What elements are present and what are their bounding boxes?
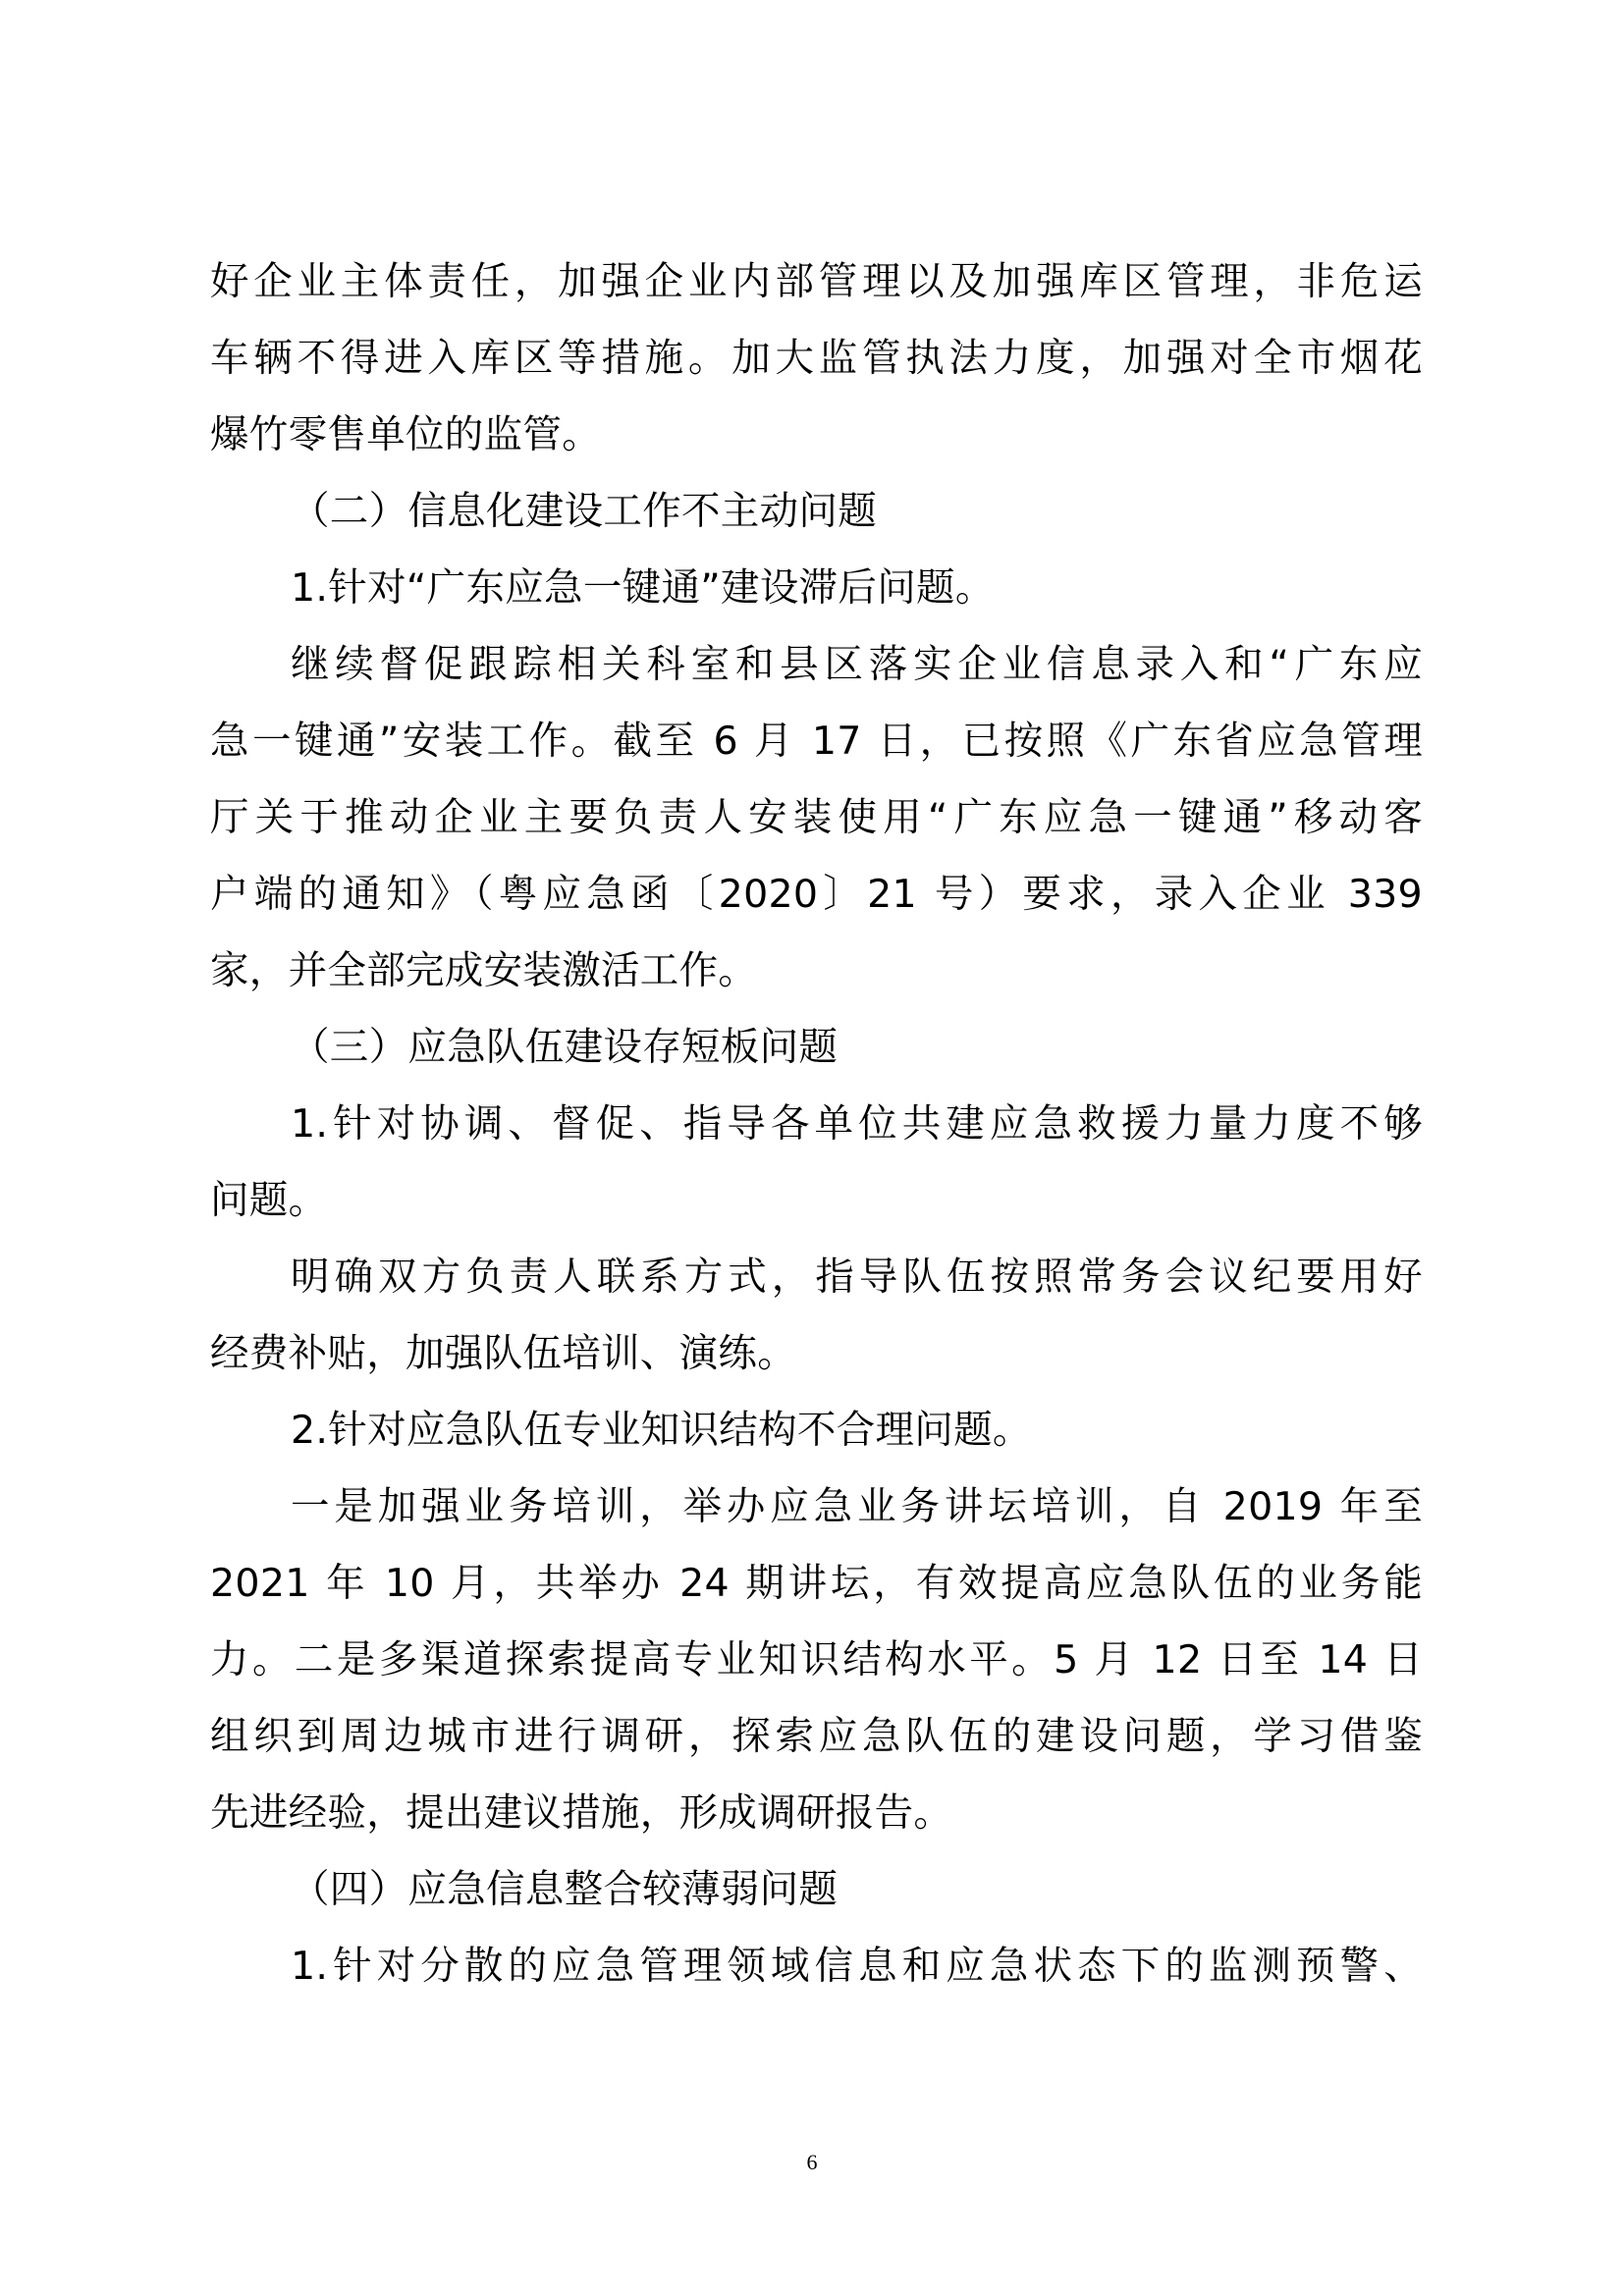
body-text-line: 好企业主体责任，加强企业内部管理以及加强库区管理，非危运 — [210, 259, 1423, 304]
body-text-line: 急一键通”安装工作。截至 6 月 17 日，已按照《广东省应急管理 — [210, 719, 1423, 764]
body-text-line: 力。二是多渠道探索提高专业知识结构水平。5 月 12 日至 14 日 — [210, 1637, 1423, 1682]
subsection-heading: 2.针对应急队伍专业知识结构不合理问题。 — [291, 1408, 1032, 1453]
section-heading: （三）应急队伍建设存短板问题 — [291, 1025, 839, 1070]
body-text-line: 一是加强业务培训，举办应急业务讲坛培训，自 2019 年至 — [291, 1484, 1423, 1529]
subsection-heading: 1.针对分散的应急管理领域信息和应急状态下的监测预警、 — [291, 1944, 1423, 1989]
body-text-line: 爆竹零售单位的监管。 — [210, 412, 601, 457]
body-text-line: 继续督促跟踪相关科室和县区落实企业信息录入和“广东应 — [291, 642, 1423, 687]
section-heading: （四）应急信息整合较薄弱问题 — [291, 1867, 839, 1912]
page-number: 6 — [806, 2150, 818, 2174]
body-text-line: 明确双方负责人联系方式，指导队伍按照常务会议纪要用好 — [291, 1255, 1423, 1300]
subsection-heading: 1.针对“广东应急一键通”建设滞后问题。 — [291, 565, 995, 611]
body-text-line: 2021 年 10 月，共举办 24 期讲坛，有效提高应急队伍的业务能 — [210, 1561, 1423, 1606]
subsection-heading: 问题。 — [210, 1178, 328, 1223]
body-text-line: 厅关于推动企业主要负责人安装使用“广东应急一键通”移动客 — [210, 795, 1423, 840]
body-text-line: 先进经验，提出建议措施，形成调研报告。 — [210, 1790, 953, 1836]
body-text-line: 户端的通知》（粤应急函〔2020〕21 号）要求，录入企业 339 — [210, 872, 1423, 917]
body-text-line: 经费补贴，加强队伍培训、演练。 — [210, 1331, 796, 1376]
body-text-line: 车辆不得进入库区等措施。加大监管执法力度，加强对全市烟花 — [210, 336, 1423, 381]
body-text-line: 家，并全部完成安装激活工作。 — [210, 948, 758, 993]
body-text-line: 组织到周边城市进行调研，探索应急队伍的建设问题，学习借鉴 — [210, 1714, 1423, 1759]
subsection-heading: 1.针对协调、督促、指导各单位共建应急救援力量力度不够 — [291, 1101, 1423, 1147]
section-heading: （二）信息化建设工作不主动问题 — [291, 489, 877, 534]
